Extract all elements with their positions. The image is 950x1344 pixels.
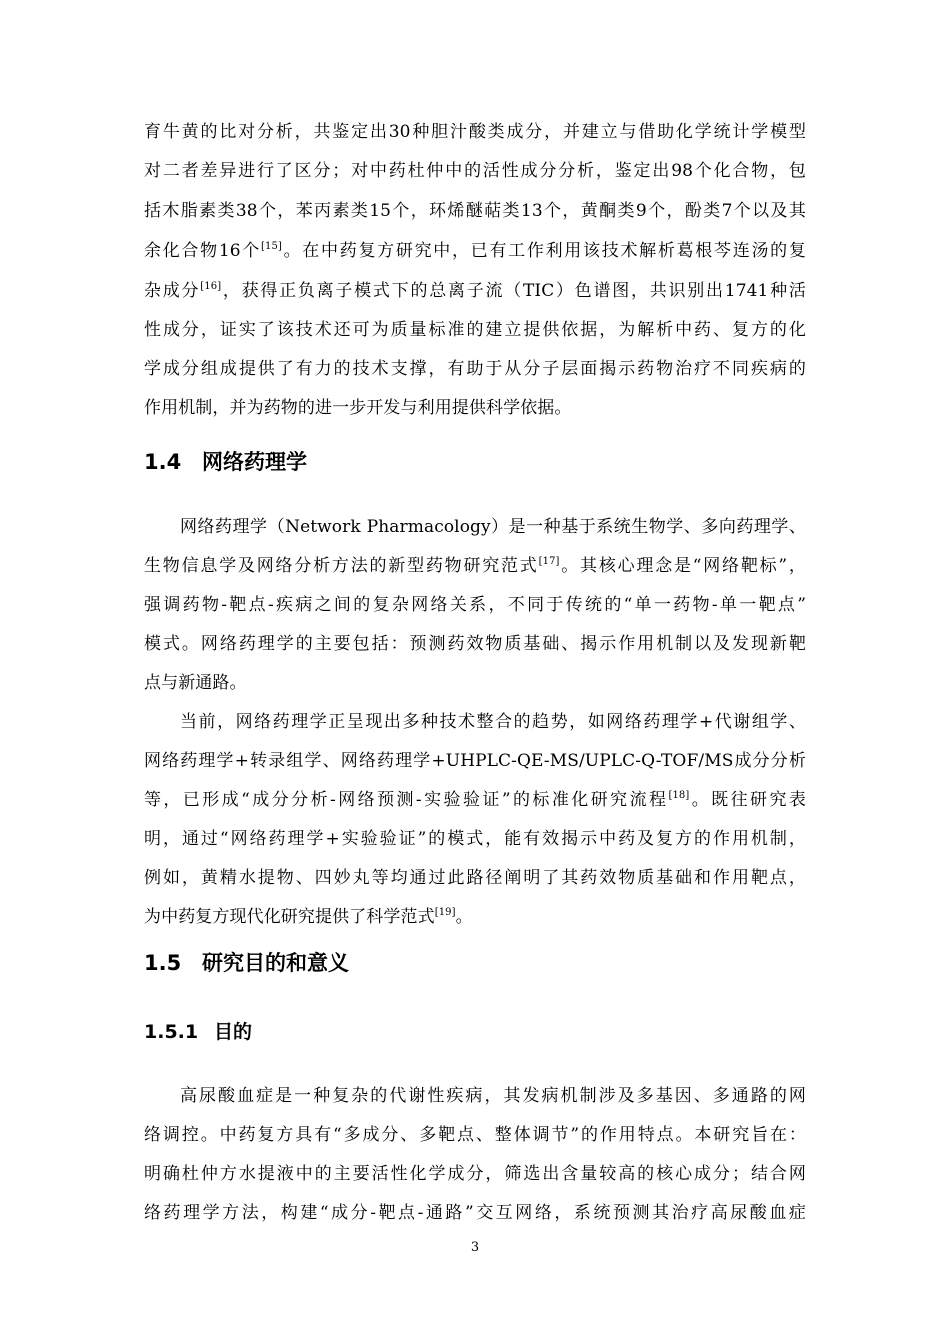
section-heading-1-5 bbox=[144, 950, 349, 976]
text-line bbox=[144, 633, 806, 655]
text-line bbox=[144, 1202, 806, 1224]
text-run: 为中药复方现代化研究提供了科学范式 bbox=[144, 907, 435, 927]
text-run: 生物信息学及网络分析方法的新型药物研究范式 bbox=[144, 556, 539, 576]
text-run: ，获得正负离子模式下的总离子流（TIC）色谱图，共识别出1741种活 bbox=[221, 281, 806, 301]
text-line bbox=[144, 828, 806, 850]
text-line bbox=[144, 1124, 806, 1146]
text-run: 育牛黄的比对分析，共鉴定出30种胆汁酸类成分，并建立与借助化学统计学模型 bbox=[144, 122, 806, 142]
citation-ref: [16] bbox=[200, 281, 222, 292]
text-run: 学成分组成提供了有力的技术支撑，有助于从分子层面揭示药物治疗不同疾病的 bbox=[144, 359, 806, 379]
text-line bbox=[144, 397, 806, 419]
text-line bbox=[144, 594, 806, 616]
citation-ref: [18] bbox=[668, 790, 690, 801]
text-run: 。其核心理念是“网络靶标”， bbox=[559, 556, 806, 576]
text-line bbox=[144, 1163, 806, 1185]
section-title: 网络药理学 bbox=[202, 450, 307, 474]
text-run: 点与新通路。 bbox=[144, 673, 247, 693]
text-run: 括木脂素类38个，苯丙素类15个，环烯醚萜类13个，黄酮类9个，酚类7个以及其 bbox=[144, 201, 806, 221]
text-line bbox=[144, 160, 806, 182]
text-run: 对二者差异进行了区分；对中药杜仲中的活性成分分析，鉴定出98个化合物，包 bbox=[144, 161, 806, 181]
subsection-title: 目的 bbox=[214, 1021, 253, 1043]
text-run: 明，通过“网络药理学+实验验证”的模式，能有效揭示中药及复方的作用机制， bbox=[144, 829, 806, 849]
text-run: 网络药理学（Network Pharmacology）是一种基于系统生物学、多向药理学、 bbox=[180, 517, 806, 537]
text-run: 明确杜仲方水提液中的主要活性化学成分，筛选出含量较高的核心成分；结合网 bbox=[144, 1164, 806, 1184]
section-number: 1.5 bbox=[144, 951, 182, 975]
text-line bbox=[180, 711, 806, 733]
text-line bbox=[144, 240, 806, 262]
section-title: 研究目的和意义 bbox=[202, 951, 349, 975]
page-number: 3 bbox=[470, 1240, 480, 1255]
text-line bbox=[180, 516, 806, 538]
text-line bbox=[144, 867, 806, 889]
text-run: 例如，黄精水提物、四妙丸等均通过此路径阐明了其药效物质基础和作用靶点， bbox=[144, 868, 806, 888]
citation-ref: [15] bbox=[261, 241, 282, 252]
text-run: 络药理学方法，构建“成分-靶点-通路”交互网络，系统预测其治疗高尿酸血症 bbox=[144, 1203, 806, 1223]
section-heading-1-4 bbox=[144, 449, 307, 475]
text-line bbox=[144, 358, 806, 380]
text-line bbox=[144, 280, 806, 302]
text-run: 性成分，证实了该技术还可为质量标准的建立提供依据，为解析中药、复方的化 bbox=[144, 320, 806, 340]
text-run: 当前，网络药理学正呈现出多种技术整合的趋势，如网络药理学+代谢组学、 bbox=[180, 712, 806, 732]
text-run: 网络药理学+转录组学、网络药理学+UHPLC-QE-MS/UPLC-Q-TOF/MS成分分析 bbox=[144, 751, 806, 771]
text-line bbox=[144, 750, 806, 772]
text-line bbox=[144, 906, 806, 928]
text-run: 络调控。中药复方具有“多成分、多靶点、整体调节”的作用特点。本研究旨在： bbox=[144, 1125, 806, 1145]
text-line bbox=[180, 1085, 806, 1107]
text-run: 。既往研究表 bbox=[689, 790, 806, 810]
text-line bbox=[144, 121, 806, 143]
subsection-heading-1-5-1 bbox=[144, 1020, 252, 1044]
text-run: 强调药物-靶点-疾病之间的复杂网络关系，不同于传统的“单一药物-单一靶点” bbox=[144, 595, 806, 615]
text-line bbox=[144, 319, 806, 341]
text-run: 等，已形成“成分分析-网络预测-实验验证”的标准化研究流程 bbox=[144, 790, 669, 810]
text-run: 高尿酸血症是一种复杂的代谢性疾病，其发病机制涉及多基因、多通路的网 bbox=[180, 1086, 806, 1106]
citation-ref: [17] bbox=[538, 556, 560, 567]
text-run: 余化合物16个 bbox=[144, 241, 262, 261]
text-run: 作用机制，并为药物的进一步开发与利用提供科学依据。 bbox=[144, 398, 572, 418]
text-run: 杂成分 bbox=[144, 281, 201, 301]
text-run: 模式。网络药理学的主要包括：预测药效物质基础、揭示作用机制以及发现新靶 bbox=[144, 634, 806, 654]
text-run: 。在中药复方研究中，已有工作利用该技术解析葛根芩连汤的复 bbox=[281, 241, 806, 261]
text-run: 。 bbox=[455, 907, 473, 927]
text-line bbox=[144, 789, 806, 811]
text-line bbox=[144, 555, 806, 577]
subsection-number: 1.5.1 bbox=[144, 1021, 199, 1043]
citation-ref: [19] bbox=[434, 907, 456, 918]
text-line bbox=[144, 200, 806, 222]
text-line bbox=[144, 672, 806, 694]
section-number: 1.4 bbox=[144, 450, 182, 474]
